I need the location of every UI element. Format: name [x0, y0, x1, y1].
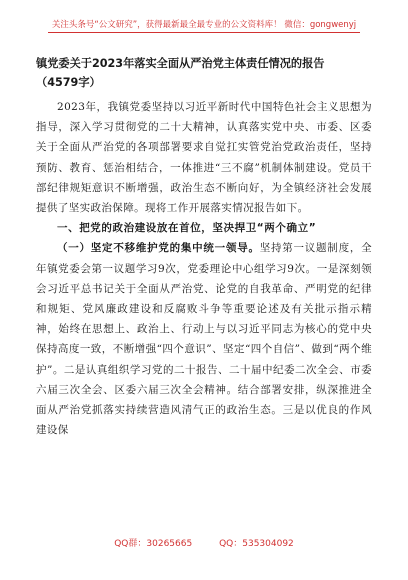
header-banner: 关注头条号“公文研究”，获得最新最全最专业的公文资料库！ 微信：gongwenyj: [51, 20, 357, 30]
document-title-block: [36, 54, 372, 92]
header-divider: [48, 32, 360, 33]
document-body: [36, 97, 372, 440]
subsection-paragraph: [36, 238, 372, 440]
footer-qq-group: QQ群：30265665: [114, 539, 193, 549]
word-count: （4579字）: [36, 76, 101, 89]
subsection-heading: （一）坚定不移维护党的集中统一领导。: [57, 242, 260, 255]
footer-qq: QQ：535304092: [219, 539, 294, 549]
footer-contact: [0, 536, 408, 549]
subsection-text: 坚持第一议题制度，全年镇党委会第一议题学习9次，党委理论中心组学习9次。一是深刻领会习近平总书记关于全面从严治党、论党的自我革命、严明党的纪律和规矩、党风廉政建设和反腐败斗争等重要论述及有关批示指示精神，始终在思想上、政治上、行动上与以习近平同志为核心的党中央保持高度一致，不断增强“四个意识”、坚定“四个自信”、做到“两个维护”。二是认真组织学习党的二十报告、二十届中纪委二次全会、市委六届三次全会、区委六届三次全会精神。结合部署安排，纵深推进全面从严治党抓落实持续营造风清气正的政治生态。三是以优良的作风建设保: [36, 242, 372, 437]
intro-paragraph: 2023年，我镇党委坚持以习近平新时代中国特色社会主义思想为指导，深入学习贯彻党的二十大精神，认真落实党中央、市委、区委关于全面从严治党的各项部署要求自觉扛实管党治党政治责任，坚持预防、教育、惩治相结合，一体推进“三不腐”机制体制建设。党员干部纪律规矩意识不断增强，政治生态不断向好，为全镇经济社会发展提供了坚实政治保障。现将工作开展落实情况报告如下。: [36, 101, 372, 215]
document-title: 镇党委关于2023年落实全面从严治党主体责任情况的报告: [36, 57, 325, 70]
section-heading: 一、把党的政治建设放在首位，坚决捍卫“两个确立”: [57, 222, 317, 235]
